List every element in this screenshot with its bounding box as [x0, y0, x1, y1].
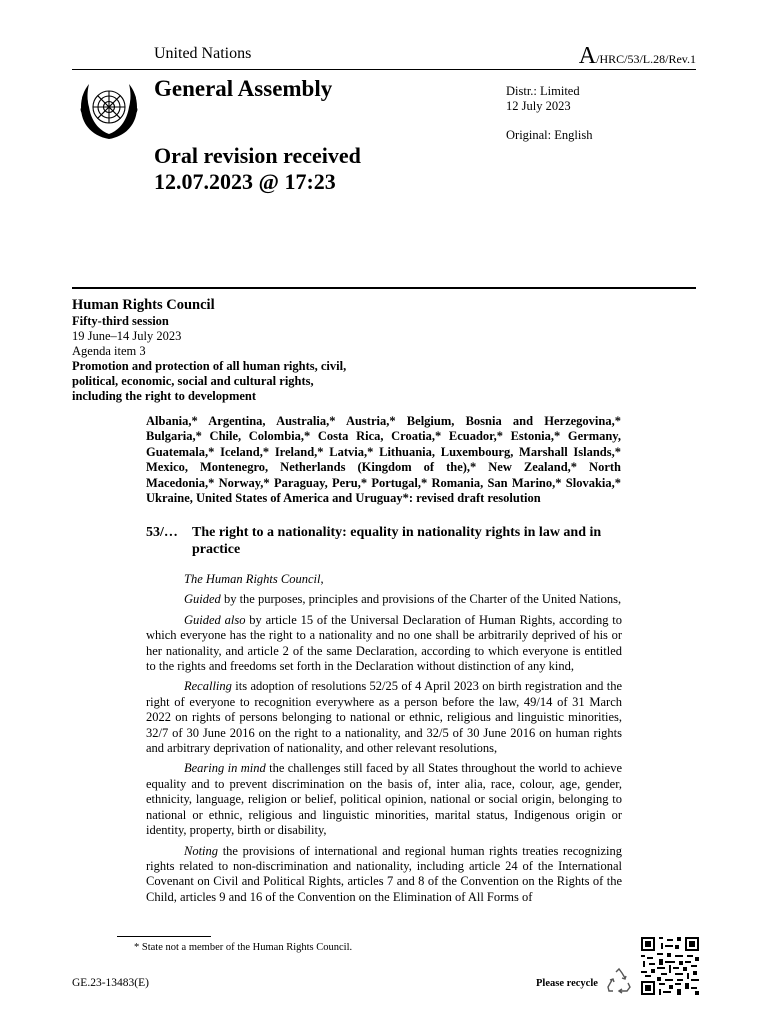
resolution-title: The right to a nationality: equality in nationality rights in law and in practice: [192, 525, 602, 557]
paragraph-lead: Noting: [184, 843, 219, 858]
agenda-title-line: including the right to development: [72, 389, 257, 403]
footnote: * State not a member of the Human Rights Council.: [134, 942, 353, 953]
preamble-paragraph: [146, 613, 622, 675]
preamble-text: [146, 572, 622, 910]
oral-revision-note: [154, 143, 361, 195]
paragraph-text: by the purposes, principles and provisions of the Charter of the United Nations,: [220, 592, 622, 607]
paragraph-lead: Recalling: [184, 679, 232, 694]
job-number: GE.23-13483(E): [72, 977, 149, 989]
paragraph-text: ,: [320, 572, 324, 586]
agenda-title-line: political, economic, social and cultural rights,: [72, 374, 314, 388]
preamble-paragraph: [146, 572, 622, 587]
session-dates: 19 June–14 July 2023: [72, 329, 182, 343]
agenda-item: Agenda item 3: [72, 344, 146, 358]
document-symbol: [579, 43, 696, 70]
oral-revision-line: Oral revision received: [154, 143, 361, 168]
paragraph-lead: The Human Rights Council: [184, 572, 321, 586]
original-language: Original: English: [506, 128, 593, 142]
preamble-paragraph: [146, 761, 622, 838]
paragraph-text: the provisions of international and regional human rights treaties recognizing rights related to non-discrimination and nationality, including article 24 of the International Covenant on Civil and Political Rights, articles 7 and 8 of the Convention on the Rights of the Child, articles 9 and 16 of the Convention on the Elimination of All Forms of: [146, 843, 622, 904]
distribution: Distr.: Limited: [506, 84, 580, 98]
recycle-icon: [605, 967, 633, 995]
footnote-rule: [117, 936, 211, 937]
org-name: United Nations: [154, 45, 252, 62]
un-emblem-icon: [76, 76, 142, 142]
paragraph-lead: Bearing in mind: [184, 761, 266, 776]
recycle-label: Please recycle: [536, 978, 598, 989]
resolution-number: 53/…: [146, 525, 178, 540]
council-name: Human Rights Council: [72, 297, 215, 313]
paragraph-text: by article 15 of the Universal Declaration of Human Rights, according to which everyone has the right to a nationality and no one shall be arbitrarily deprived of his or her nationality, and article 2 of the same Declaration, according to which everyone is entitled to the rights and freedoms set forth in the Declaration without distinction of any kind,: [146, 612, 622, 674]
sponsors-list: Albania,* Argentina, Australia,* Austria,* Belgium, Bosnia and Herzegovina,* Bulgaria,* Chile, Colombia,* Costa Rica, Croatia,* Ecuador,* Estonia,* Germany, Guatemala,* Iceland,* Ireland,* Latvia,* Lithuania, Luxembourg, Marshall Islands,* Mexico, Montenegro, Netherlands (Kingdom of the),* New Zealand,* North Macedonia,* Norway,* Paraguay, Peru,* Portugal,* Romania, San Marino,* Slovakia,* Ukraine, United States of America and Uruguay*: revised draft resolution: [146, 414, 621, 506]
qr-code-icon: [641, 937, 699, 995]
paragraph-text: its adoption of resolutions 52/25 of 4 April 2023 on birth registration and the right of everyone to recognition everywhere as a person before the law, 49/14 of 31 March 2022 on rights of persons belonging to national or ethnic, religious and linguistic minorities, 32/7 of 30 June 2016 on the right to a nationality, and 32/5 of 30 June 2016 on human rights and arbitrary deprivation of nationality, and other relevant resolutions,: [146, 679, 622, 756]
symbol-letter: A: [578, 43, 597, 69]
preamble-paragraph: [146, 844, 622, 906]
session-name: Fifty-third session: [72, 314, 169, 328]
agenda-title-line: Promotion and protection of all human rights, civil,: [72, 359, 347, 373]
oral-revision-timestamp: 12.07.2023 @ 17:23: [154, 169, 336, 194]
issue-date: 12 July 2023: [506, 99, 571, 113]
body-title: General Assembly: [154, 76, 333, 101]
preamble-paragraph: [146, 679, 622, 756]
distribution-block: [506, 84, 580, 114]
header-rule: [72, 69, 696, 70]
paragraph-lead: Guided also: [184, 612, 246, 627]
paragraph-lead: Guided: [184, 592, 221, 607]
symbol-code: /HRC/53/L.28/Rev.1: [596, 52, 696, 66]
section-rule: [72, 287, 696, 289]
session-block: [72, 314, 392, 404]
preamble-paragraph: [146, 592, 622, 607]
paragraph-text: the challenges still faced by all States throughout the world to achieve equality and to prevent discrimination on the basis of, inter alia, race, colour, age, gender, ethnicity, language, religion or belief, political opinion, national or social origin, belonging to national or ethnic, religious and linguistic minorities, marital status, Indigenous origin or identity, property, birth or disability,: [146, 761, 622, 838]
